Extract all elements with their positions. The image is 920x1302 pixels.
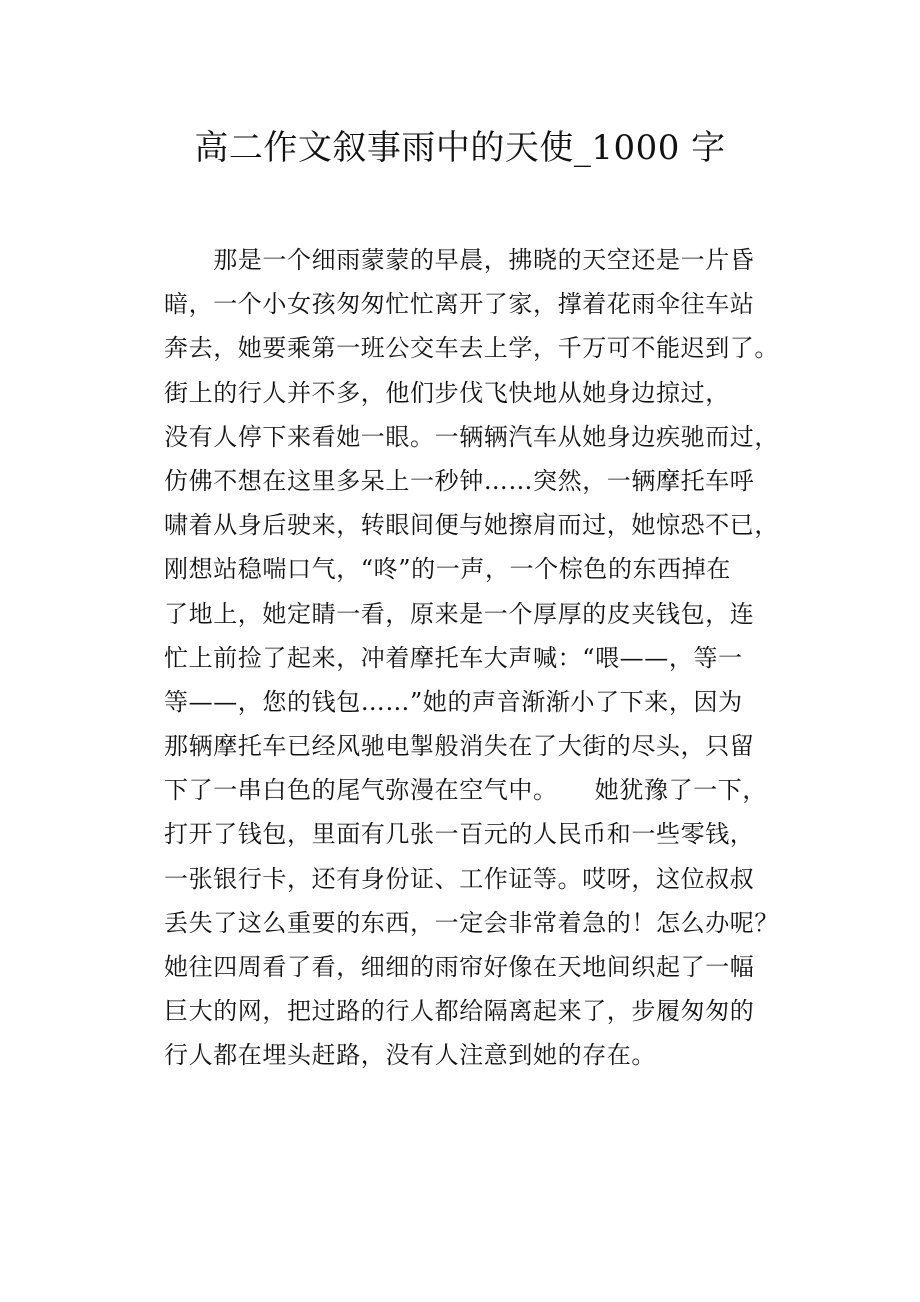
body-line: 那辆摩托车已经风驰电掣般消失在了大街的尽头，只留 <box>164 732 755 761</box>
body-line: 啸着从身后驶来，转眼间便与她擦肩而过，她惊恐不已， <box>164 511 779 540</box>
body-line: 仿佛不想在这里多呆上一秒钟……突然，一辆摩托车呼 <box>164 466 755 495</box>
body-line: 巨大的网，把过路的行人都给隔离起来了，步履匆匆的 <box>164 997 755 1026</box>
body-line: 行人都在埋头赶路，没有人注意到她的存在。 <box>164 1041 656 1070</box>
body-line: 了地上，她定睛一看，原来是一个厚厚的皮夹钱包，连 <box>164 599 755 628</box>
body-line: 暗，一个小女孩匆匆忙忙离开了家，撑着花雨伞往车站 <box>164 290 755 319</box>
body-line: 奔去，她要乘第一班公交车去上学，千万可不能迟到了。 <box>164 334 779 363</box>
body-line: 街上的行人并不多，他们步伐飞快地从她身边掠过， <box>164 378 730 407</box>
body-line: 没有人停下来看她一眼。一辆辆汽车从她身边疾驰而过， <box>164 422 779 451</box>
body-line: 那是一个细雨蒙蒙的早晨，拂晓的天空还是一片昏 <box>164 246 755 274</box>
document-title: 高二作文叙事雨中的天使_1000 字 <box>194 128 726 168</box>
body-line: 忙上前捡了起来，冲着摩托车大声喊：“喂——，等一 <box>164 643 743 672</box>
document-body <box>164 242 779 1082</box>
body-line: 下了一串白色的尾气弥漫在空气中。 她犹豫了一下， <box>164 776 767 805</box>
body-line: 刚想站稳喘口气，“咚”的一声，一个棕色的东西掉在 <box>164 555 731 584</box>
body-line: 丢失了这么重要的东西，一定会非常着急的！怎么办呢？ <box>164 908 779 937</box>
body-line: 等——，您的钱包……”她的声音渐渐小了下来，因为 <box>164 687 743 716</box>
body-line: 一张银行卡，还有身份证、工作证等。哎呀，这位叔叔 <box>164 864 755 893</box>
body-line: 打开了钱包，里面有几张一百元的人民币和一些零钱， <box>164 820 755 849</box>
body-line: 她往四周看了看，细细的雨帘好像在天地间织起了一幅 <box>164 953 755 981</box>
